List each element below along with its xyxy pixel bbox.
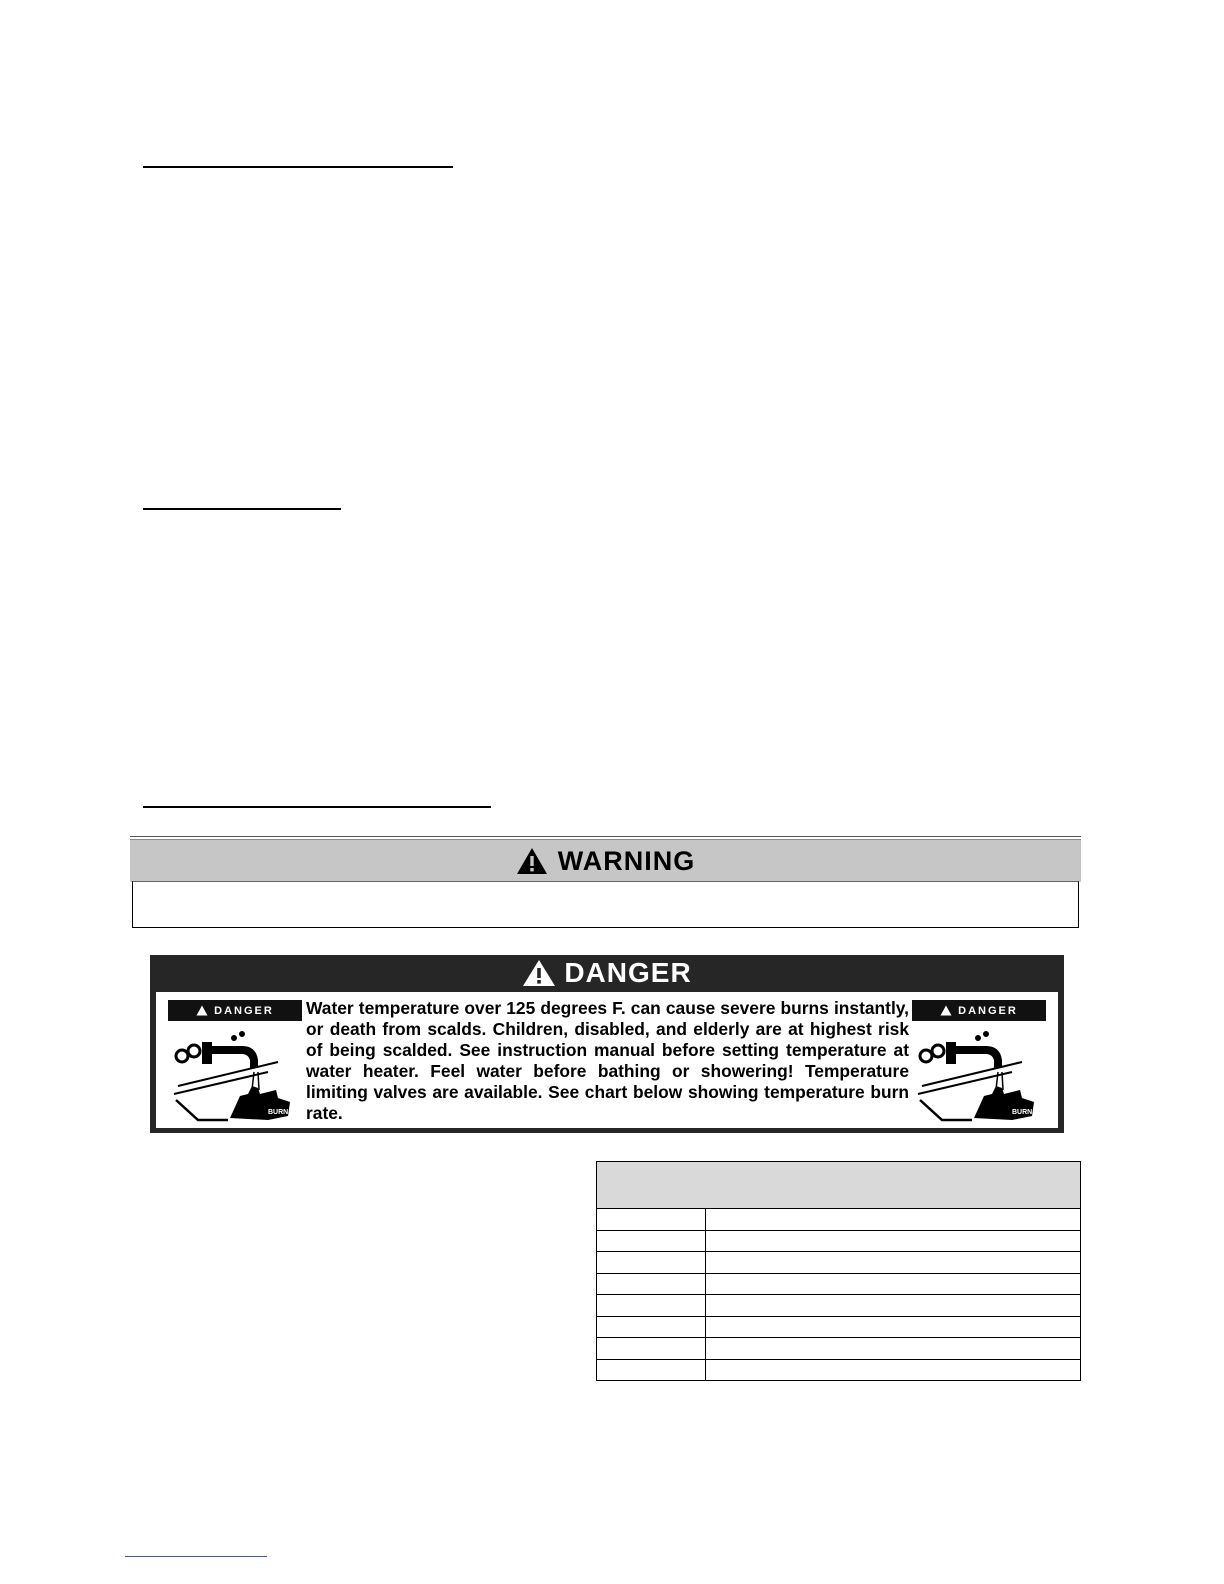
table-row bbox=[597, 1338, 1081, 1360]
warning-header bbox=[130, 839, 1081, 882]
table-cell bbox=[597, 1273, 706, 1295]
table-row bbox=[597, 1273, 1081, 1295]
table-cell bbox=[706, 1252, 1081, 1274]
table-row bbox=[597, 1359, 1081, 1381]
table-cell bbox=[706, 1209, 1081, 1231]
danger-badge-label: DANGER bbox=[958, 1004, 1018, 1017]
right-danger-pictogram-panel bbox=[912, 1000, 1046, 1124]
table-cell bbox=[597, 1359, 706, 1381]
scald-hazard-pictogram-icon bbox=[168, 1024, 302, 1124]
table-row bbox=[597, 1209, 1081, 1231]
table-cell bbox=[706, 1338, 1081, 1360]
temperature-burn-rate-table bbox=[596, 1161, 1081, 1381]
danger-message: Water temperature over 125 degrees F. can cause severe burns instantly, or death from scalds. Children, disabled, and elderly are at highest risk of being scalded. See instruction manual before setting temperature at water heater. Feel water before bathing or showering! Temperature limiting valves are available. See chart below showing temperature burn rate. bbox=[306, 998, 909, 1123]
table-cell bbox=[706, 1359, 1081, 1381]
table-cell bbox=[597, 1209, 706, 1231]
section-heading-underline bbox=[143, 166, 453, 168]
table-row bbox=[597, 1316, 1081, 1338]
table-cell bbox=[706, 1273, 1081, 1295]
table-cell bbox=[706, 1295, 1081, 1317]
table-row bbox=[597, 1295, 1081, 1317]
warning-triangle-icon bbox=[516, 847, 548, 875]
warning-triangle-icon bbox=[940, 1005, 952, 1016]
danger-badge-label: DANGER bbox=[214, 1004, 274, 1017]
table-row bbox=[597, 1252, 1081, 1274]
table-header-row bbox=[597, 1162, 1081, 1209]
warning-triangle-icon bbox=[196, 1005, 208, 1016]
table-cell bbox=[597, 1230, 706, 1252]
burn-label: BURN bbox=[1012, 1109, 1033, 1116]
danger-label bbox=[150, 955, 1064, 1133]
section-heading-underline bbox=[143, 508, 341, 510]
danger-content bbox=[156, 992, 1058, 1128]
warning-box bbox=[130, 836, 1081, 927]
table-cell bbox=[706, 1316, 1081, 1338]
table-cell bbox=[597, 1252, 706, 1274]
warning-body bbox=[132, 881, 1079, 928]
warning-triangle-icon bbox=[522, 959, 556, 987]
danger-badge bbox=[168, 1000, 302, 1021]
scald-hazard-pictogram-icon bbox=[912, 1024, 1046, 1124]
footer-link-underline[interactable] bbox=[125, 1556, 267, 1557]
burn-label: BURN bbox=[268, 1109, 289, 1116]
table-cell bbox=[597, 1295, 706, 1317]
table-cell bbox=[706, 1230, 1081, 1252]
section-heading-underline bbox=[143, 806, 491, 808]
table-cell bbox=[597, 1338, 706, 1360]
table-row bbox=[597, 1230, 1081, 1252]
warning-title: WARNING bbox=[557, 845, 696, 876]
danger-badge bbox=[912, 1000, 1046, 1021]
table-cell bbox=[597, 1316, 706, 1338]
table-header bbox=[597, 1162, 1081, 1209]
divider bbox=[130, 836, 1081, 837]
danger-header bbox=[150, 955, 1064, 991]
danger-title: DANGER bbox=[564, 957, 692, 988]
left-danger-pictogram-panel bbox=[168, 1000, 302, 1124]
